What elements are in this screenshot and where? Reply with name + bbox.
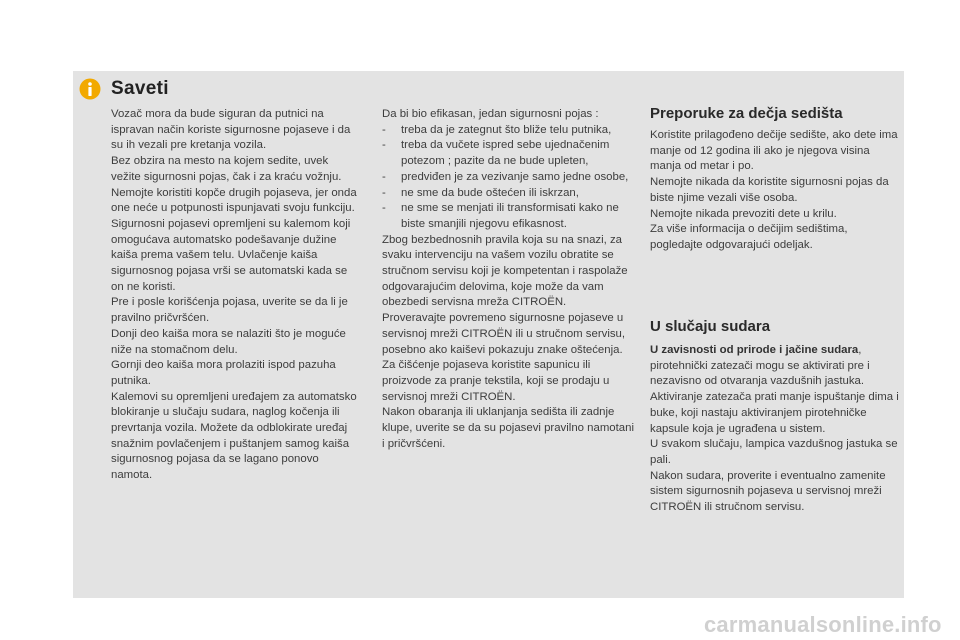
dash-marker: - — [382, 139, 386, 152]
bullet-text: predviđen je za vezivanje samo jedne osobe, — [401, 170, 629, 183]
paragraph: Za više informacija o dečijim sedištima, pogledajte odgovarajući odeljak. — [650, 223, 848, 251]
advice-column-1 — [111, 107, 361, 484]
dash-marker: - — [382, 170, 386, 183]
bullet-item — [382, 201, 634, 232]
paragraph: U svakom slučaju, lampica vazdušnog jastuka se pali. — [650, 438, 898, 466]
paragraph: Vozač mora da bude siguran da putnici na ispravan način koriste sigurnosne pojaseve i da su ih vezali pre kretanja vozila. — [111, 108, 351, 152]
paragraph: Nemojte nikada da koristite sigurnosni pojas da biste njime vezali više osoba. — [650, 176, 889, 204]
bullet-text: treba da je zategnut što bliže telu putnika, — [401, 123, 612, 136]
bullet-text: ne sme se menjati ili transformisati kako ne biste smanjili njegovu efikasnost. — [401, 202, 619, 230]
paragraph: Nakon sudara, proverite i eventualno zamenite sistem sigurnosnih pojaseva u servisnoj mreži CITROËN ili stručnom servisu. — [650, 469, 886, 514]
accident-section — [650, 343, 900, 516]
dash-marker: - — [382, 202, 386, 215]
advice-column-2 — [382, 107, 634, 452]
paragraph: Bez obzira na mesto na kojem sedite, uvek vežite sigurnosni pojas, čak i za kraću vožnju. — [111, 155, 342, 183]
intro-text: Da bi bio efikasan, jedan sigurnosni pojas : — [382, 108, 599, 120]
paragraph: Nakon obaranja ili uklanjanja sedišta ili zadnje klupe, uverite se da su pojasevi pravilno namotani i pričvršćeni. — [382, 406, 635, 450]
paragraph: Nemojte koristiti kopče drugih pojaseva, jer onda one neće u potpunosti ispunjavati svoju funkciju. — [111, 186, 357, 215]
paragraph: Nemojte nikada prevoziti dete u krilu. — [650, 207, 837, 220]
bullet-item — [382, 123, 634, 139]
lead-bold: U zavisnosti od prirode i jačine sudara — [650, 344, 859, 356]
dash-marker: - — [382, 123, 386, 136]
watermark: carmanualsonline.info — [704, 612, 942, 637]
paragraph: Kalemovi su opremljeni uređajem za automatsko blokiranje u slučaju sudara, naglog kočenja ili prevrtanja vozila. Možete da odblokirate uređaj snažnim povlačenjem i puštanjem samog kaiša sigurnosnog pojasa da se lagano ponovo namota. — [111, 390, 357, 482]
dash-marker: - — [382, 186, 386, 199]
bullet-item — [382, 186, 634, 202]
page-title: Saveti — [111, 78, 169, 99]
bullet-text: ne sme da bude oštećen ili iskrzan, — [401, 186, 579, 199]
paragraph: Za čišćenje pojaseva koristite sapunicu ili proizvode za pranje tekstila, koji se prodaju u servisnoj mreži CITROËN. — [382, 359, 610, 403]
paragraph: Pre i posle korišćenja pojasa, uverite se da li je pravilno pričvršćen. — [111, 296, 348, 325]
paragraph: Zbog bezbednosnih pravila koja su na snazi, za svaku intervenciju na vašem vozilu obratite se stručnom servisu koji je kompetentan i raspolaže odgovarajućim delovima, koje može da vam obezbedi servisna mreža CITROËN. — [382, 233, 628, 309]
paragraph: Koristite prilagođeno dečije sedište, ako dete ima manje od 12 godina ili ako je njegova visina manja od metar i po. — [650, 129, 898, 173]
paragraph: Gornji deo kaiša mora prolaziti ispod pazuha putnika. — [111, 359, 336, 387]
child-seats-section — [650, 128, 900, 254]
bullet-item — [382, 170, 634, 186]
paragraph: Donji deo kaiša mora se nalaziti što je moguće niže na stomačnom delu. — [111, 327, 346, 356]
child-seats-title: Preporuke za dečja sedišta — [650, 105, 843, 122]
paragraph: Sigurnosni pojasevi opremljeni su kalemom koji omogućava automatsko podešavanje dužine kaiša prema vašem telu. Uvlačenje kaiša sigurnosnog pojasa vrši se automatski kada se on ne koristi. — [111, 217, 351, 293]
lead-rest: , pirotehnički zatezači mogu se aktivirati pre i nezavisno od otvaranja vazdušnih jastuka. Aktiviranje zatezača prati manje ispuštanje dima i buke, koji nastaju aktiviranjem pirotehničke kapsule koja je ugrađena u sistem. — [650, 344, 899, 435]
accident-title: U slučaju sudara — [650, 318, 771, 335]
lead-paragraph — [650, 343, 900, 437]
bullet-text: treba da vučete ispred sebe ujednačenim potezom ; pazite da ne bude upleten, — [401, 139, 610, 168]
info-icon — [79, 78, 101, 100]
bullet-item — [382, 138, 634, 169]
paragraph: Proveravajte povremeno sigurnosne pojaseve u servisnoj mreži CITROËN ili u stručnom servisu, posebno ako kaiševi pokazuju znake oštećenja. — [382, 312, 626, 356]
